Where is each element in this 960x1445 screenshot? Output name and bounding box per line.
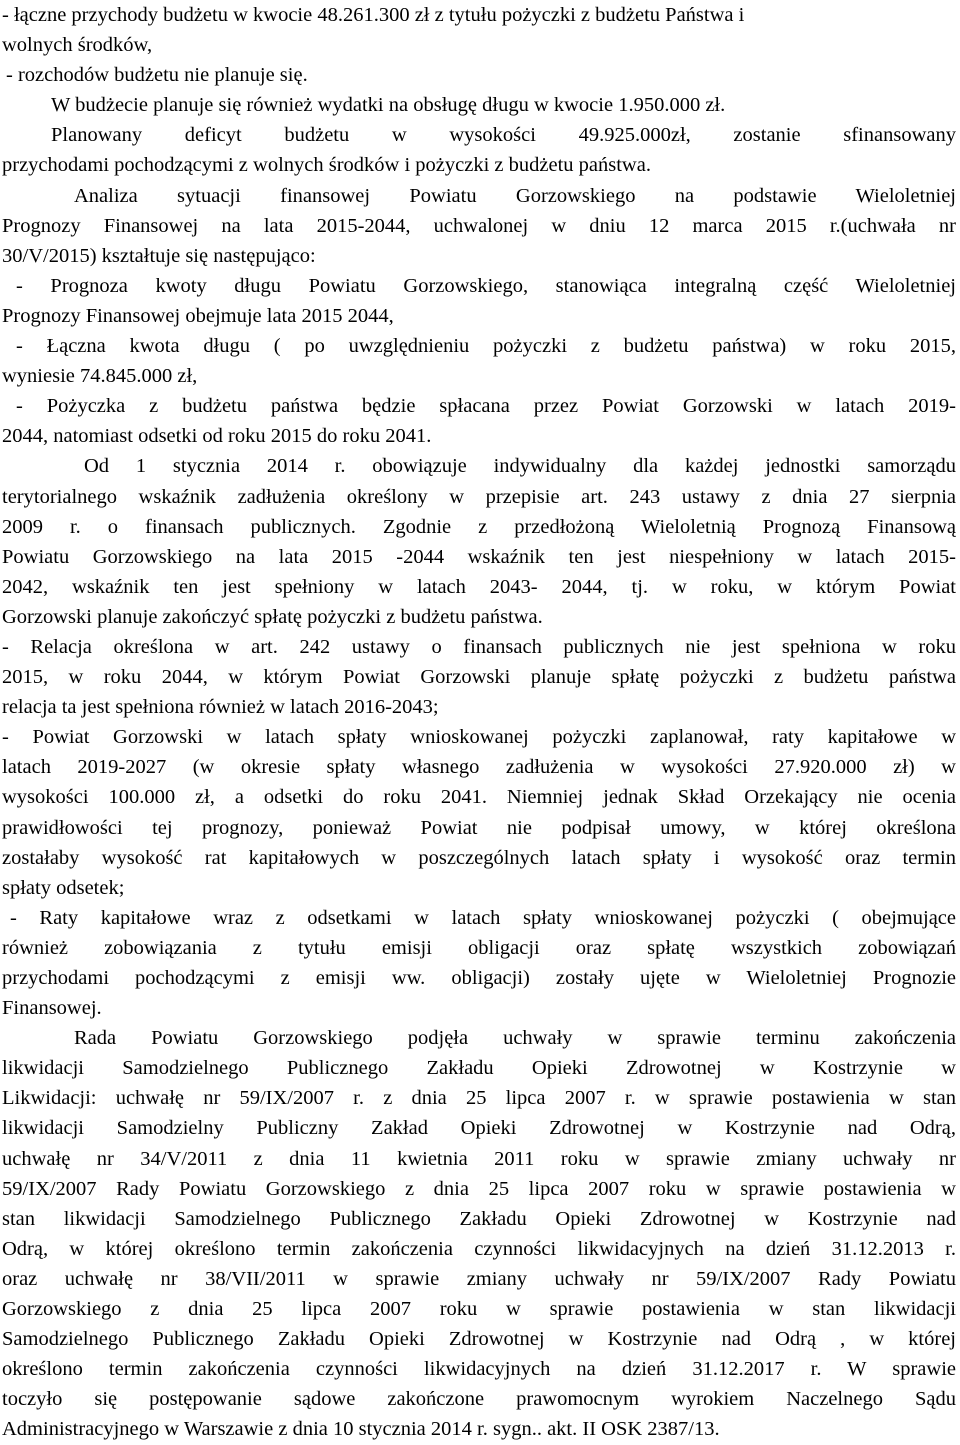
text-line: - Relacja określona w art. 242 ustawy o finansach publicznych nie jest spełniona w roku [2,635,956,658]
text-line: Gorzowskiego z dnia 25 lipca 2007 roku w sprawie postawienia w stan likwidacji [2,1298,956,1321]
text-line: określono termin zakończenia czynności likwidacyjnych na dzień 31.12.2017 r. W sprawie [2,1358,956,1381]
text-line: likwidacji Samodzielny Publiczny Zakład Opieki Zdrowotnej w Kostrzynie nad Odrą, [2,1117,956,1140]
text-line: likwidacji Samodzielnego Publicznego Zakładu Opieki Zdrowotnej w Kostrzynie w [2,1057,956,1080]
text-line: - Raty kapitałowe wraz z odsetkami w latach spłaty wnioskowanej pożyczki ( obejmujące [10,906,956,929]
document-body [2,0,956,1445]
text-line: Gorzowski planuje zakończyć spłatę pożyczki z budżetu państwa. [2,605,543,628]
text-line: Prognozy Finansowej obejmuje lata 2015 2044, [2,304,394,327]
text-line: wysokości 100.000 zł, a odsetki do roku 2041. Niemniej jednak Skład Orzekający nie ocenia [2,786,956,809]
text-line: 2042, wskaźnik ten jest spełniony w latach 2043- 2044, tj. w roku, w którym Powiat [2,575,956,598]
text-line: toczyło się postępowanie sądowe zakończone prawomocnym wyrokiem Naczelnego Sądu [2,1388,956,1411]
text-line: stan likwidacji Samodzielnego Publicznego Zakładu Opieki Zdrowotnej w Kostrzynie nad [2,1207,956,1230]
text-line: - łączne przychody budżetu w kwocie 48.261.300 zł z tytułu pożyczki z budżetu Państwa i [2,4,745,26]
text-line: Likwidacji: uchwałę nr 59/IX/2007 r. z dnia 25 lipca 2007 r. w sprawie postawienia w stan [2,1087,956,1110]
text-line: Odrą, w której określono termin zakończenia czynności likwidacyjnych na dzień 31.12.2013 r. [2,1237,956,1260]
text-line: 30/V/2015) kształtuje się następująco: [2,244,316,267]
text-line: Administracyjnego w Warszawie z dnia 10 stycznia 2014 r. sygn.. akt. II OSK 2387/13. [2,1418,720,1441]
text-line: - Prognoza kwoty długu Powiatu Gorzowskiego, stanowiąca integralną część Wieloletniej [16,274,956,297]
text-line: przychodami pochodzącymi z emisji ww. obligacji) zostały ujęte w Wieloletniej Prognozie [2,967,956,989]
text-line: Prognozy Finansowej na lata 2015-2044, uchwalonej w dniu 12 marca 2015 r.(uchwała nr [2,214,956,237]
text-line: Rada Powiatu Gorzowskiego podjęła uchwały w sprawie terminu zakończenia [74,1027,956,1050]
text-line: Planowany deficyt budżetu w wysokości 49.925.000zł, zostanie sfinansowany [51,124,956,147]
text-line: relacja ta jest spełniona również w latach 2016-2043; [2,696,439,719]
text-line: 2044, natomiast odsetki od roku 2015 do roku 2041. [2,425,432,448]
text-line: wyniesie 74.845.000 zł, [2,365,198,388]
text-line: 2015, w roku 2044, w którym Powiat Gorzowski planuje spłatę pożyczki z budżetu państwa [2,666,956,689]
text-line: - rozchodów budżetu nie planuje się. [6,64,308,87]
text-line: terytorialnego wskaźnik zadłużenia określony w przepisie art. 243 ustawy z dnia 27 sierpnia [2,485,956,508]
text-line: prawidłowości tej prognozy, ponieważ Powiat nie podpisał umowy, w której określona [2,816,956,839]
text-line: - Łączna kwota długu ( po uwzględnieniu pożyczki z budżetu państwa) w roku 2015, [16,335,956,358]
text-line: Powiatu Gorzowskiego na lata 2015 -2044 wskaźnik ten jest niespełniony w latach 2015- [2,545,956,568]
text-line: latach 2019-2027 (w okresie spłaty własnego zadłużenia w wysokości 27.920.000 zł) w [2,756,956,779]
text-line: Samodzielnego Publicznego Zakładu Opieki Zdrowotnej w Kostrzynie nad Odrą , w której [2,1328,956,1351]
text-line: przychodami pochodzącymi z wolnych środków i pożyczki z budżetu państwa. [2,154,651,177]
text-line: również zobowiązania z tytułu emisji obligacji oraz spłatę wszystkich zobowiązań [2,936,956,959]
text-line: 2009 r. o finansach publicznych. Zgodnie z przedłożoną Wieloletnią Prognozą Finansową [2,515,956,538]
text-line: uchwałę nr 34/V/2011 z dnia 11 kwietnia 2011 roku w sprawie zmiany uchwały nr [2,1147,956,1170]
text-line: 59/IX/2007 Rady Powiatu Gorzowskiego z dnia 25 lipca 2007 roku w sprawie postawienia w [2,1177,956,1200]
text-line: oraz uchwałę nr 38/VII/2011 w sprawie zmiany uchwały nr 59/IX/2007 Rady Powiatu [2,1267,956,1290]
text-line: W budżecie planuje się również wydatki na obsługę długu w kwocie 1.950.000 zł. [51,94,726,117]
text-line: spłaty odsetek; [2,876,125,899]
text-line: zostałaby wysokość rat kapitałowych w poszczególnych latach spłaty i wysokość oraz termin [2,846,956,869]
text-line: Od 1 stycznia 2014 r. obowiązuje indywidualny dla każdej jednostki samorządu [84,455,956,478]
text-line: - Pożyczka z budżetu państwa będzie spłacana przez Powiat Gorzowski w latach 2019- [16,395,956,418]
text-line: wolnych środków, [2,34,153,57]
text-line: Analiza sytuacji finansowej Powiatu Gorzowskiego na podstawie Wieloletniej [74,184,956,207]
text-line: Finansowej. [2,997,102,1020]
text-line: - Powiat Gorzowski w latach spłaty wnioskowanej pożyczki zaplanował, raty kapitałowe w [2,726,956,749]
